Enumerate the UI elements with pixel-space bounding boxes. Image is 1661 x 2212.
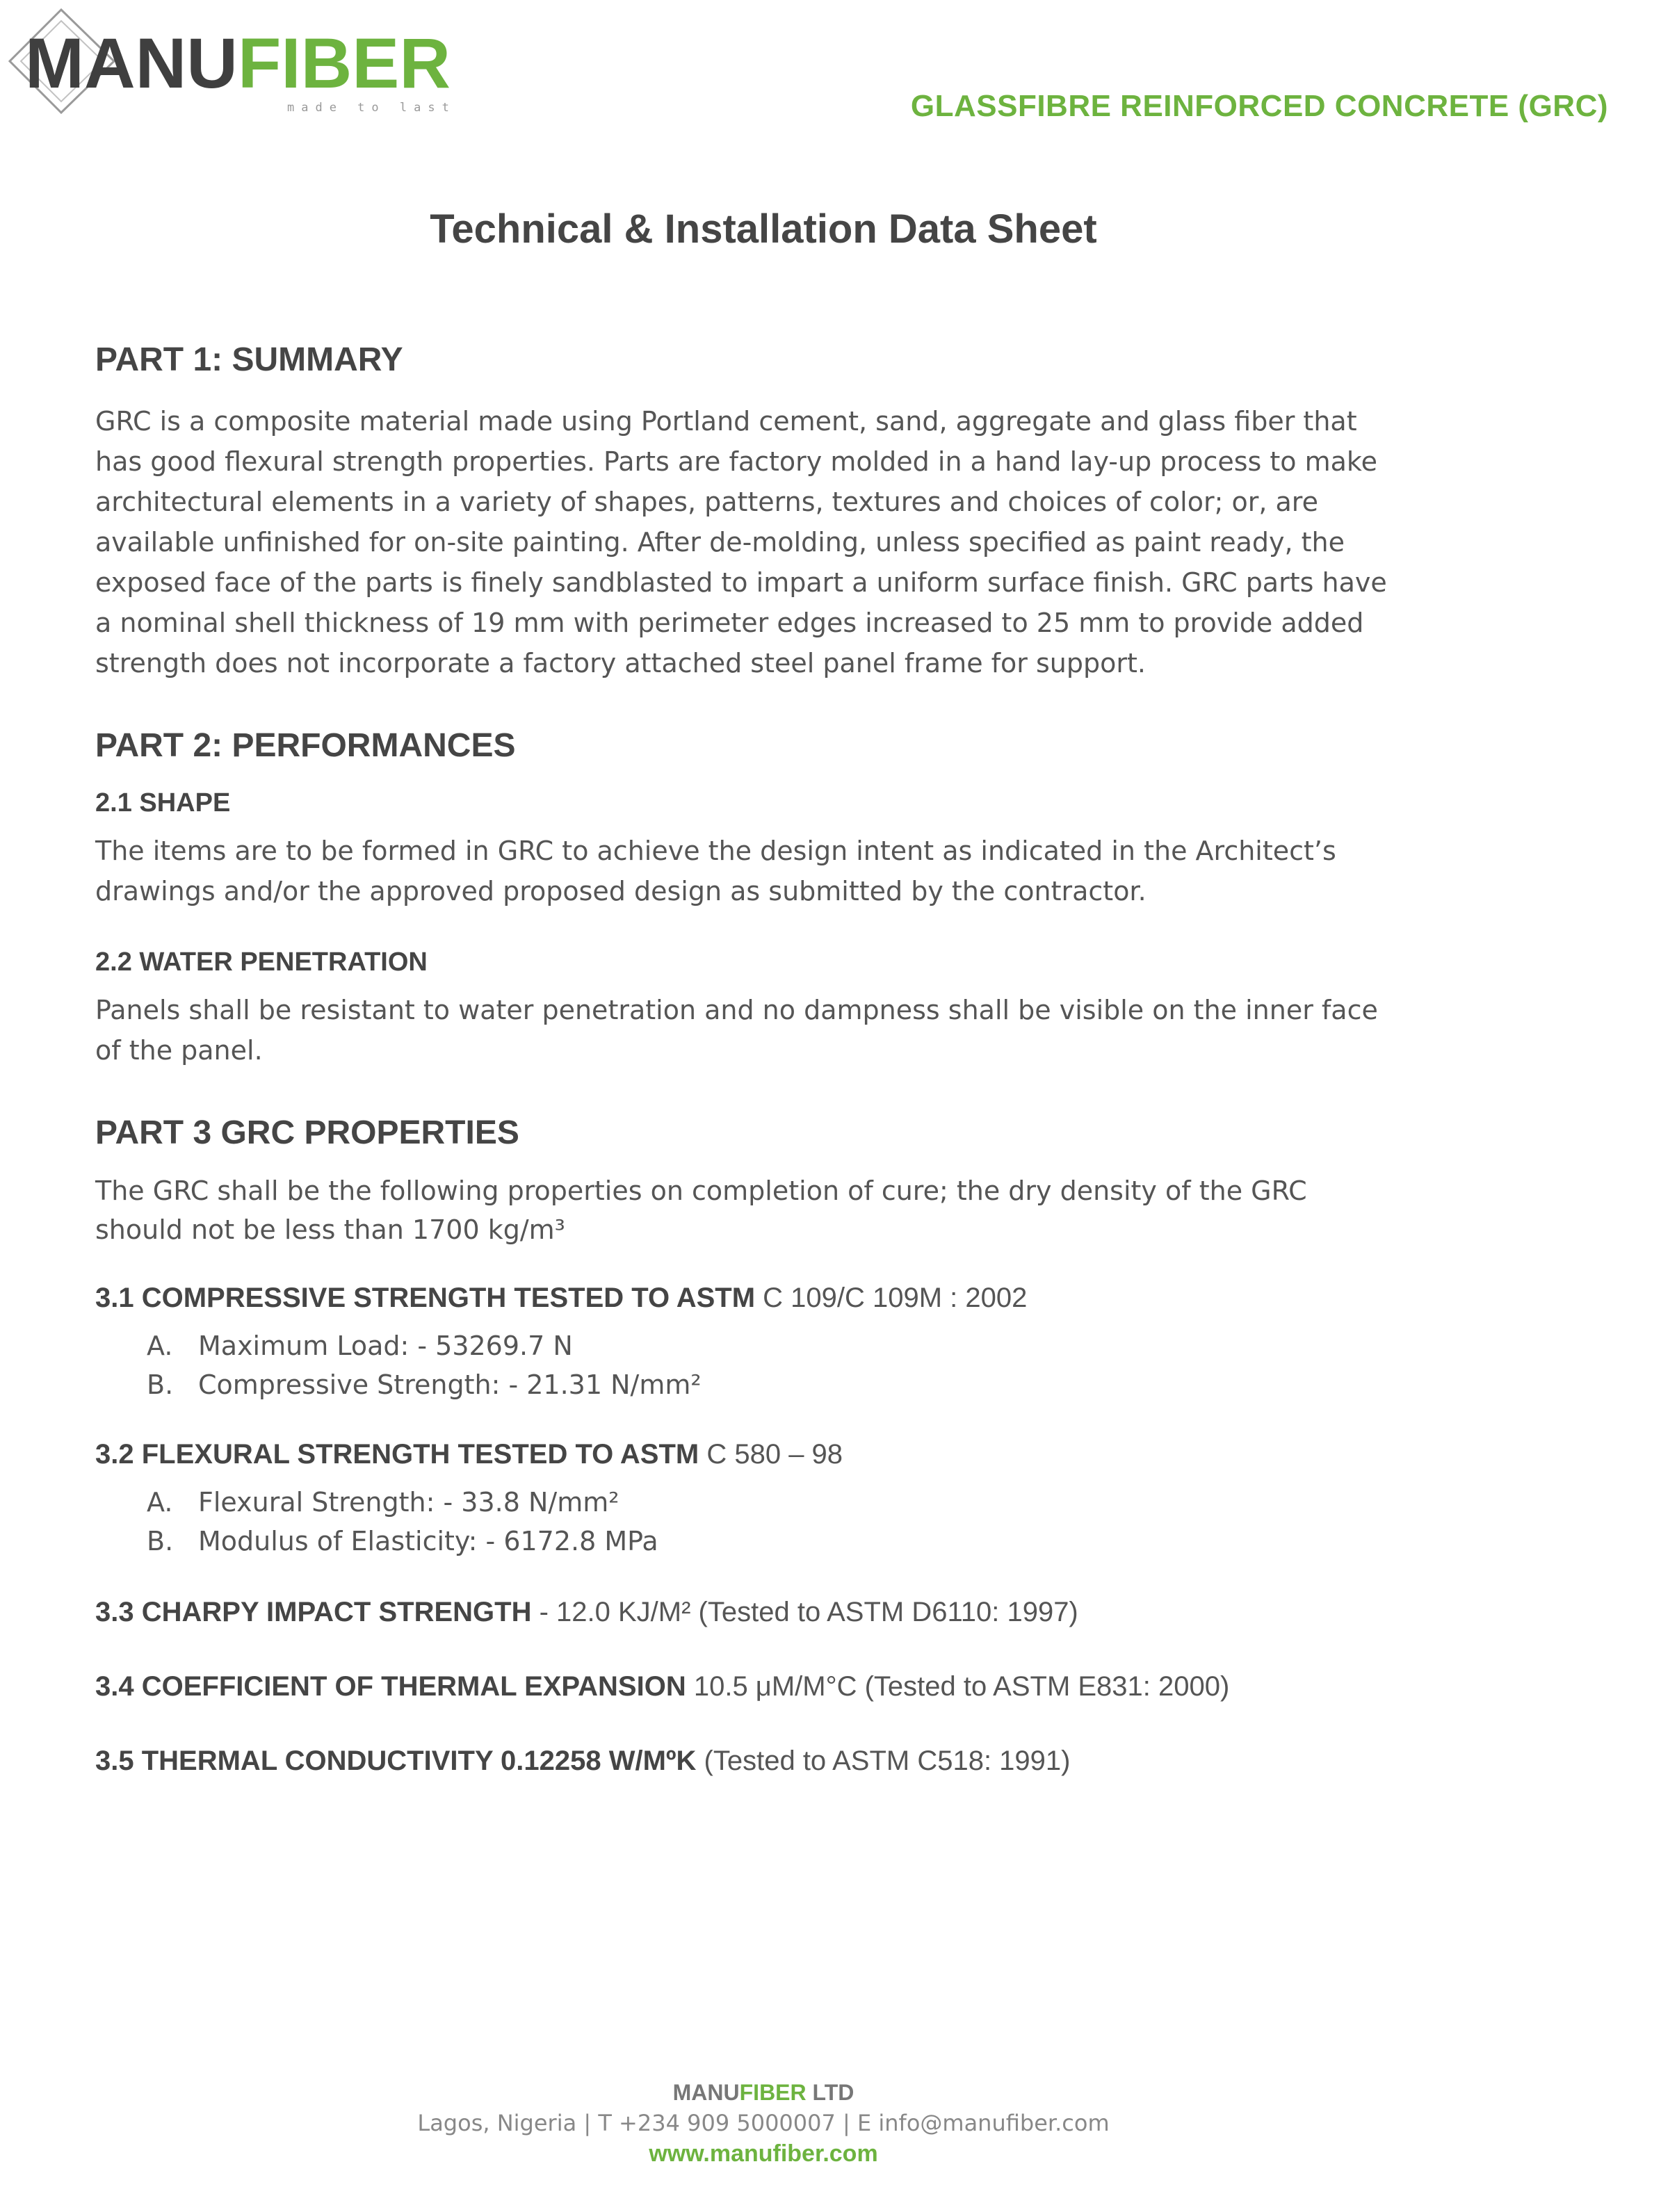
text-line: has good flexural strength properties. Parts are factory molded in a hand lay-up process to make: [95, 446, 1377, 477]
section-2-1-heading: 2.1 SHAPE: [95, 788, 231, 818]
property-label: 3.1 COMPRESSIVE STRENGTH TESTED TO ASTM: [95, 1283, 756, 1313]
part2-heading: PART 2: PERFORMANCES: [95, 727, 516, 764]
list-marker: A.: [147, 1487, 173, 1518]
property-3-1: [95, 1283, 1458, 1314]
manufiber-logo: [6, 6, 456, 117]
property-value: C 109/C 109M : 2002: [755, 1283, 1028, 1313]
list-item: [147, 1522, 1458, 1561]
property-3-5: [95, 1746, 1458, 1777]
text-line: of the panel.: [95, 1035, 263, 1066]
property-3-2-list: [147, 1483, 1458, 1561]
footer-website-link[interactable]: www.manufiber.com: [649, 2140, 878, 2167]
part3-intro: [95, 1171, 1458, 1249]
document-title: Technical & Installation Data Sheet: [430, 206, 1097, 252]
text-line: Panels shall be resistant to water penetration and no dampness shall be visible on the inner face: [95, 995, 1378, 1025]
text-line: exposed face of the parts is finely sandblasted to impart a uniform surface finish. GRC parts have: [95, 567, 1387, 598]
property-3-4: [95, 1671, 1458, 1702]
part3-heading: PART 3 GRC PROPERTIES: [95, 1114, 519, 1151]
company-name-part: FIBER: [739, 2080, 807, 2105]
text-line: The GRC shall be the following properties on completion of cure; the dry density of the GRC: [95, 1176, 1307, 1206]
property-value: C 580 – 98: [699, 1439, 843, 1470]
section-2-1-text: [95, 831, 1458, 911]
text-line: GRC is a composite material made using Portland cement, sand, aggregate and glass fiber that: [95, 406, 1357, 437]
page-footer: [0, 2080, 1527, 2168]
list-marker: A.: [147, 1331, 173, 1361]
property-3-3: [95, 1597, 1458, 1628]
svg-text:FIBER: FIBER: [238, 24, 451, 103]
property-3-2: [95, 1439, 1458, 1470]
text-line: architectural elements in a variety of shapes, patterns, textures and choices of color; or, are: [95, 487, 1318, 517]
property-label: 3.2 FLEXURAL STRENGTH TESTED TO ASTM: [95, 1439, 699, 1470]
property-value: (Tested to ASTM C518: 1991): [696, 1746, 1071, 1776]
property-label: 3.3 CHARPY IMPACT STRENGTH: [95, 1597, 532, 1627]
list-marker: B.: [147, 1369, 174, 1400]
text-line: a nominal shell thickness of 19 mm with perimeter edges increased to 25 mm to provide added: [95, 608, 1364, 638]
svg-text:MANU: MANU: [25, 24, 238, 103]
text-line: should not be less than 1700 kg/m³: [95, 1214, 565, 1245]
section-2-2-heading: 2.2 WATER PENETRATION: [95, 948, 428, 977]
part1-heading: PART 1: SUMMARY: [95, 341, 403, 378]
svg-text:made to last: made to last: [287, 101, 456, 115]
section-2-2-text: [95, 990, 1458, 1071]
list-marker: B.: [147, 1526, 174, 1556]
list-text: Modulus of Elasticity: - 6172.8 MPa: [198, 1526, 658, 1556]
property-value: 10.5 μM/M°C (Tested to ASTM E831: 2000): [686, 1671, 1230, 1702]
header-title: GLASSFIBRE REINFORCED CONCRETE (GRC): [910, 89, 1608, 123]
text-line: drawings and/or the approved proposed design as submitted by the contractor.: [95, 876, 1147, 906]
footer-company: [0, 2080, 1527, 2106]
property-value: - 12.0 KJ/M² (Tested to ASTM D6110: 1997): [531, 1597, 1078, 1627]
text-line: available unfinished for on-site painting. After de-molding, unless specified as paint ready, the: [95, 527, 1345, 558]
list-text: Compressive Strength: - 21.31 N/mm²: [198, 1369, 702, 1400]
company-name-part: MANU: [672, 2080, 740, 2105]
text-line: strength does not incorporate a factory attached steel panel frame for support.: [95, 648, 1146, 678]
part1-summary: [95, 401, 1458, 683]
list-text: Flexural Strength: - 33.8 N/mm²: [198, 1487, 619, 1518]
list-item: [147, 1483, 1458, 1522]
company-name-part: LTD: [806, 2080, 854, 2105]
document-body: [95, 341, 1458, 1777]
list-text: Maximum Load: - 53269.7 N: [198, 1331, 573, 1361]
footer-contact: Lagos, Nigeria | T +234 909 5000007 | E info@manufiber.com: [417, 2110, 1110, 2136]
property-label: 3.4 COEFFICIENT OF THERMAL EXPANSION: [95, 1671, 686, 1702]
list-item: [147, 1365, 1458, 1404]
list-item: [147, 1326, 1458, 1365]
text-line: The items are to be formed in GRC to achieve the design intent as indicated in the Architect’s: [95, 836, 1336, 866]
property-label: 3.5 THERMAL CONDUCTIVITY 0.12258 W/MºK: [95, 1746, 697, 1776]
property-3-1-list: [147, 1326, 1458, 1404]
